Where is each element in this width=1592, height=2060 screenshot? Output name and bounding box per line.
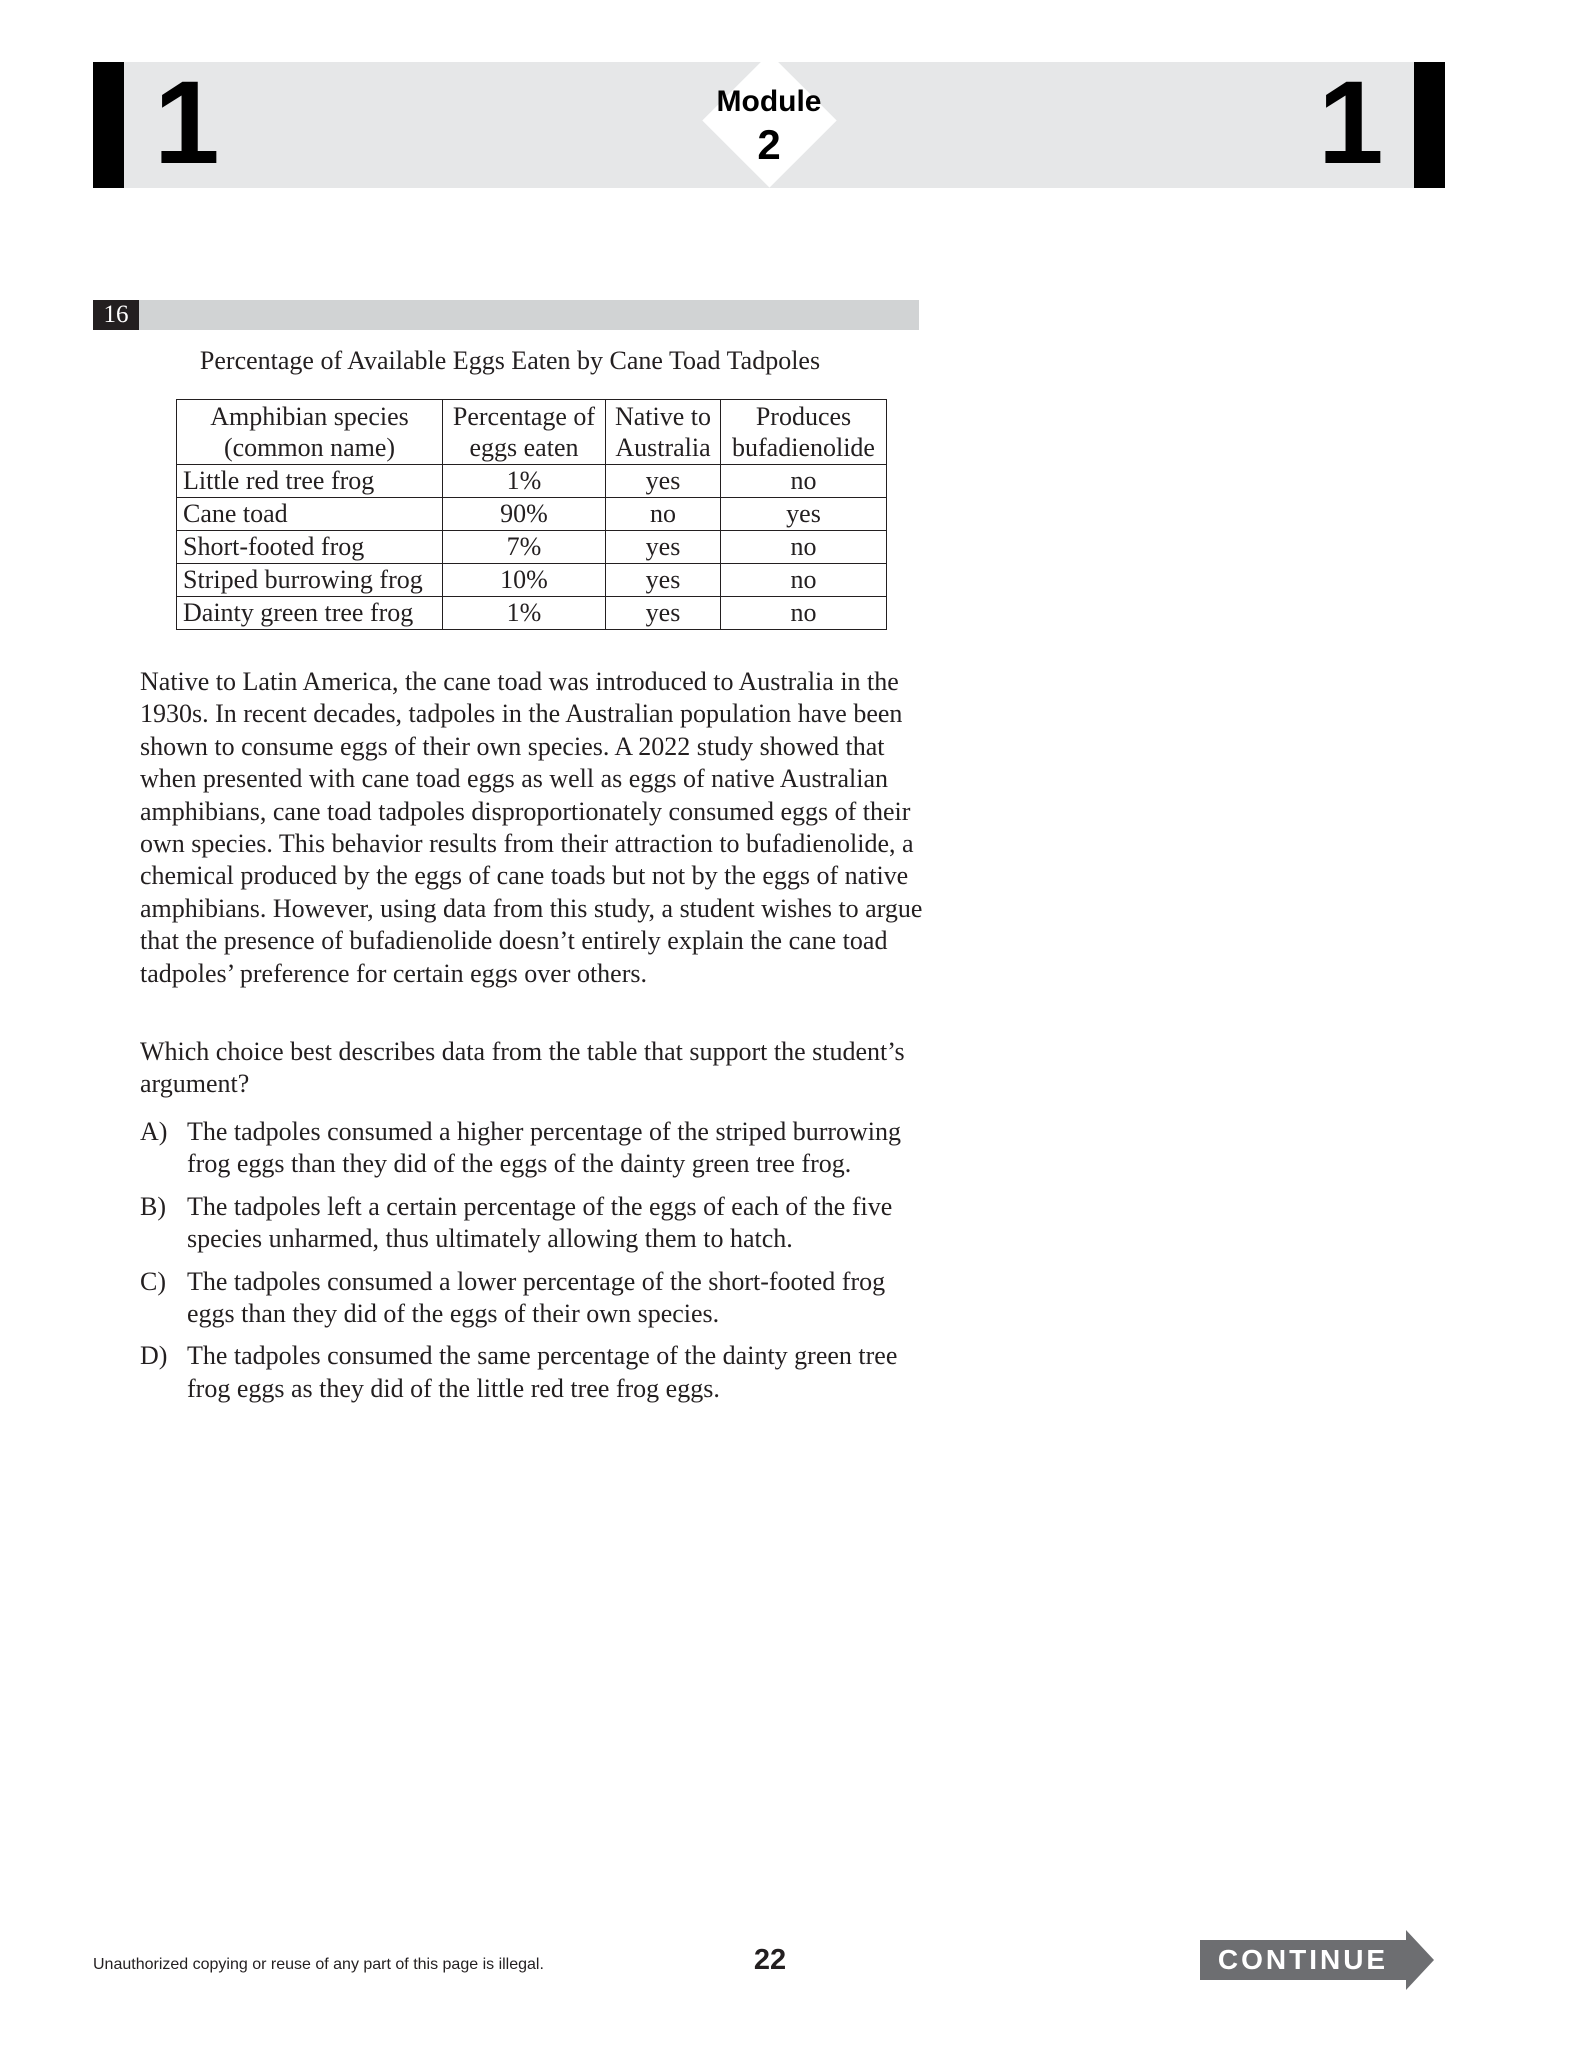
- cell-bufadienolide: no: [721, 597, 887, 630]
- cell-percentage: 1%: [443, 597, 606, 630]
- cell-percentage: 1%: [443, 465, 606, 498]
- header-species: [177, 400, 443, 465]
- choice-letter: B): [140, 1191, 166, 1221]
- header-line: Produces: [755, 402, 852, 431]
- table-title: Percentage of Available Eggs Eaten by Cane Toad Tadpoles: [199, 346, 821, 375]
- choice-text: The tadpoles left a certain percentage of the eggs of each of the five species unharmed, thus ultimately allowing them to hatch.: [187, 1191, 893, 1254]
- header-line: Percentage of: [452, 402, 596, 431]
- page-number: 22: [753, 1944, 787, 1976]
- choice-text: The tadpoles consumed a higher percentage of the striped burrowing frog eggs than they did of the eggs of the dainty green tree frog.: [187, 1117, 902, 1179]
- cell-bufadienolide: no: [721, 564, 887, 597]
- cell-native: yes: [606, 564, 721, 597]
- header-line: Amphibian species: [210, 402, 409, 431]
- section-bar-left: [93, 62, 124, 188]
- passage-text: Native to Latin America, the cane toad was introduced to Australia in the 1930s. In recent decades, tadpoles in the Australian population have been shown to consume eggs of their own species. A 2022 study showed that when presented with cane toad eggs as well as eggs of native Australian amphibians, cane toad tadpoles disproportionately consumed eggs of their own species. This behavior results from their attraction to bufadienolide, a chemical produced by the eggs of cane toads but not by the eggs of native amphibians. However, using data from this study, a student wishes to argue that the presence of bufadienolide doesn’t entirely explain the cane toad tadpoles’ preference for certain eggs over others.: [140, 667, 923, 988]
- data-table: [176, 399, 887, 630]
- cell-native: yes: [606, 597, 721, 630]
- table-row: [177, 564, 887, 597]
- choice-letter: D): [140, 1341, 168, 1371]
- header-line: Native to: [614, 402, 712, 431]
- choice-text: The tadpoles consumed a lower percentage of the short-footed frog eggs than they did of the eggs of their own species.: [187, 1266, 886, 1329]
- cell-percentage: 10%: [443, 564, 606, 597]
- cell-species: Dainty green tree frog: [177, 597, 443, 630]
- module-label: Module: [716, 85, 822, 118]
- table-row: [177, 465, 887, 498]
- table-row: [177, 597, 887, 630]
- choice-letter: A): [140, 1117, 168, 1146]
- cell-species: Short-footed frog: [177, 531, 443, 564]
- question-bar: [93, 300, 919, 330]
- table-row: [177, 498, 887, 531]
- answer-choice-d[interactable]: [140, 1340, 930, 1405]
- cell-native: no: [606, 498, 721, 531]
- table-header-row: [177, 400, 887, 465]
- question-prompt: Which choice best describes data from the table that support the student’s argument?: [140, 1037, 905, 1099]
- header-native: [606, 400, 721, 465]
- cell-species: Little red tree frog: [177, 465, 443, 498]
- continue-label: CONTINUE: [1217, 1944, 1389, 1975]
- cell-bufadienolide: no: [721, 531, 887, 564]
- cell-percentage: 90%: [443, 498, 606, 531]
- choice-letter: C): [140, 1266, 166, 1296]
- answer-choice-a[interactable]: [140, 1116, 930, 1181]
- answer-choice-c[interactable]: [140, 1266, 930, 1331]
- cell-percentage: 7%: [443, 531, 606, 564]
- section-bar-right: [1414, 62, 1445, 188]
- header-line: bufadienolide: [732, 433, 875, 462]
- header-line: eggs eaten: [469, 433, 579, 462]
- answer-choices: [140, 1116, 930, 1415]
- header-bufadienolide: [721, 400, 887, 465]
- choice-text: The tadpoles consumed the same percentage of the dainty green tree frog eggs as they did of the little red tree frog eggs.: [187, 1341, 898, 1403]
- continue-button[interactable]: [1200, 1930, 1434, 1990]
- table-row: [177, 531, 887, 564]
- cell-bufadienolide: yes: [721, 498, 887, 531]
- cell-native: yes: [606, 531, 721, 564]
- copyright-notice: Unauthorized copying or reuse of any part of this page is illegal.: [93, 1956, 544, 1973]
- module-number: 2: [757, 121, 781, 168]
- cell-species: Striped burrowing frog: [177, 564, 443, 597]
- header-percentage: [443, 400, 606, 465]
- cell-native: yes: [606, 465, 721, 498]
- header-line: (common name): [223, 433, 396, 462]
- question-number: 16: [93, 300, 139, 330]
- section-number-right: 1: [1318, 57, 1384, 189]
- cell-species: Cane toad: [177, 498, 443, 531]
- cell-bufadienolide: no: [721, 465, 887, 498]
- section-number-left: 1: [154, 57, 220, 189]
- answer-choice-b[interactable]: [140, 1191, 930, 1256]
- header-line: Australia: [615, 433, 711, 462]
